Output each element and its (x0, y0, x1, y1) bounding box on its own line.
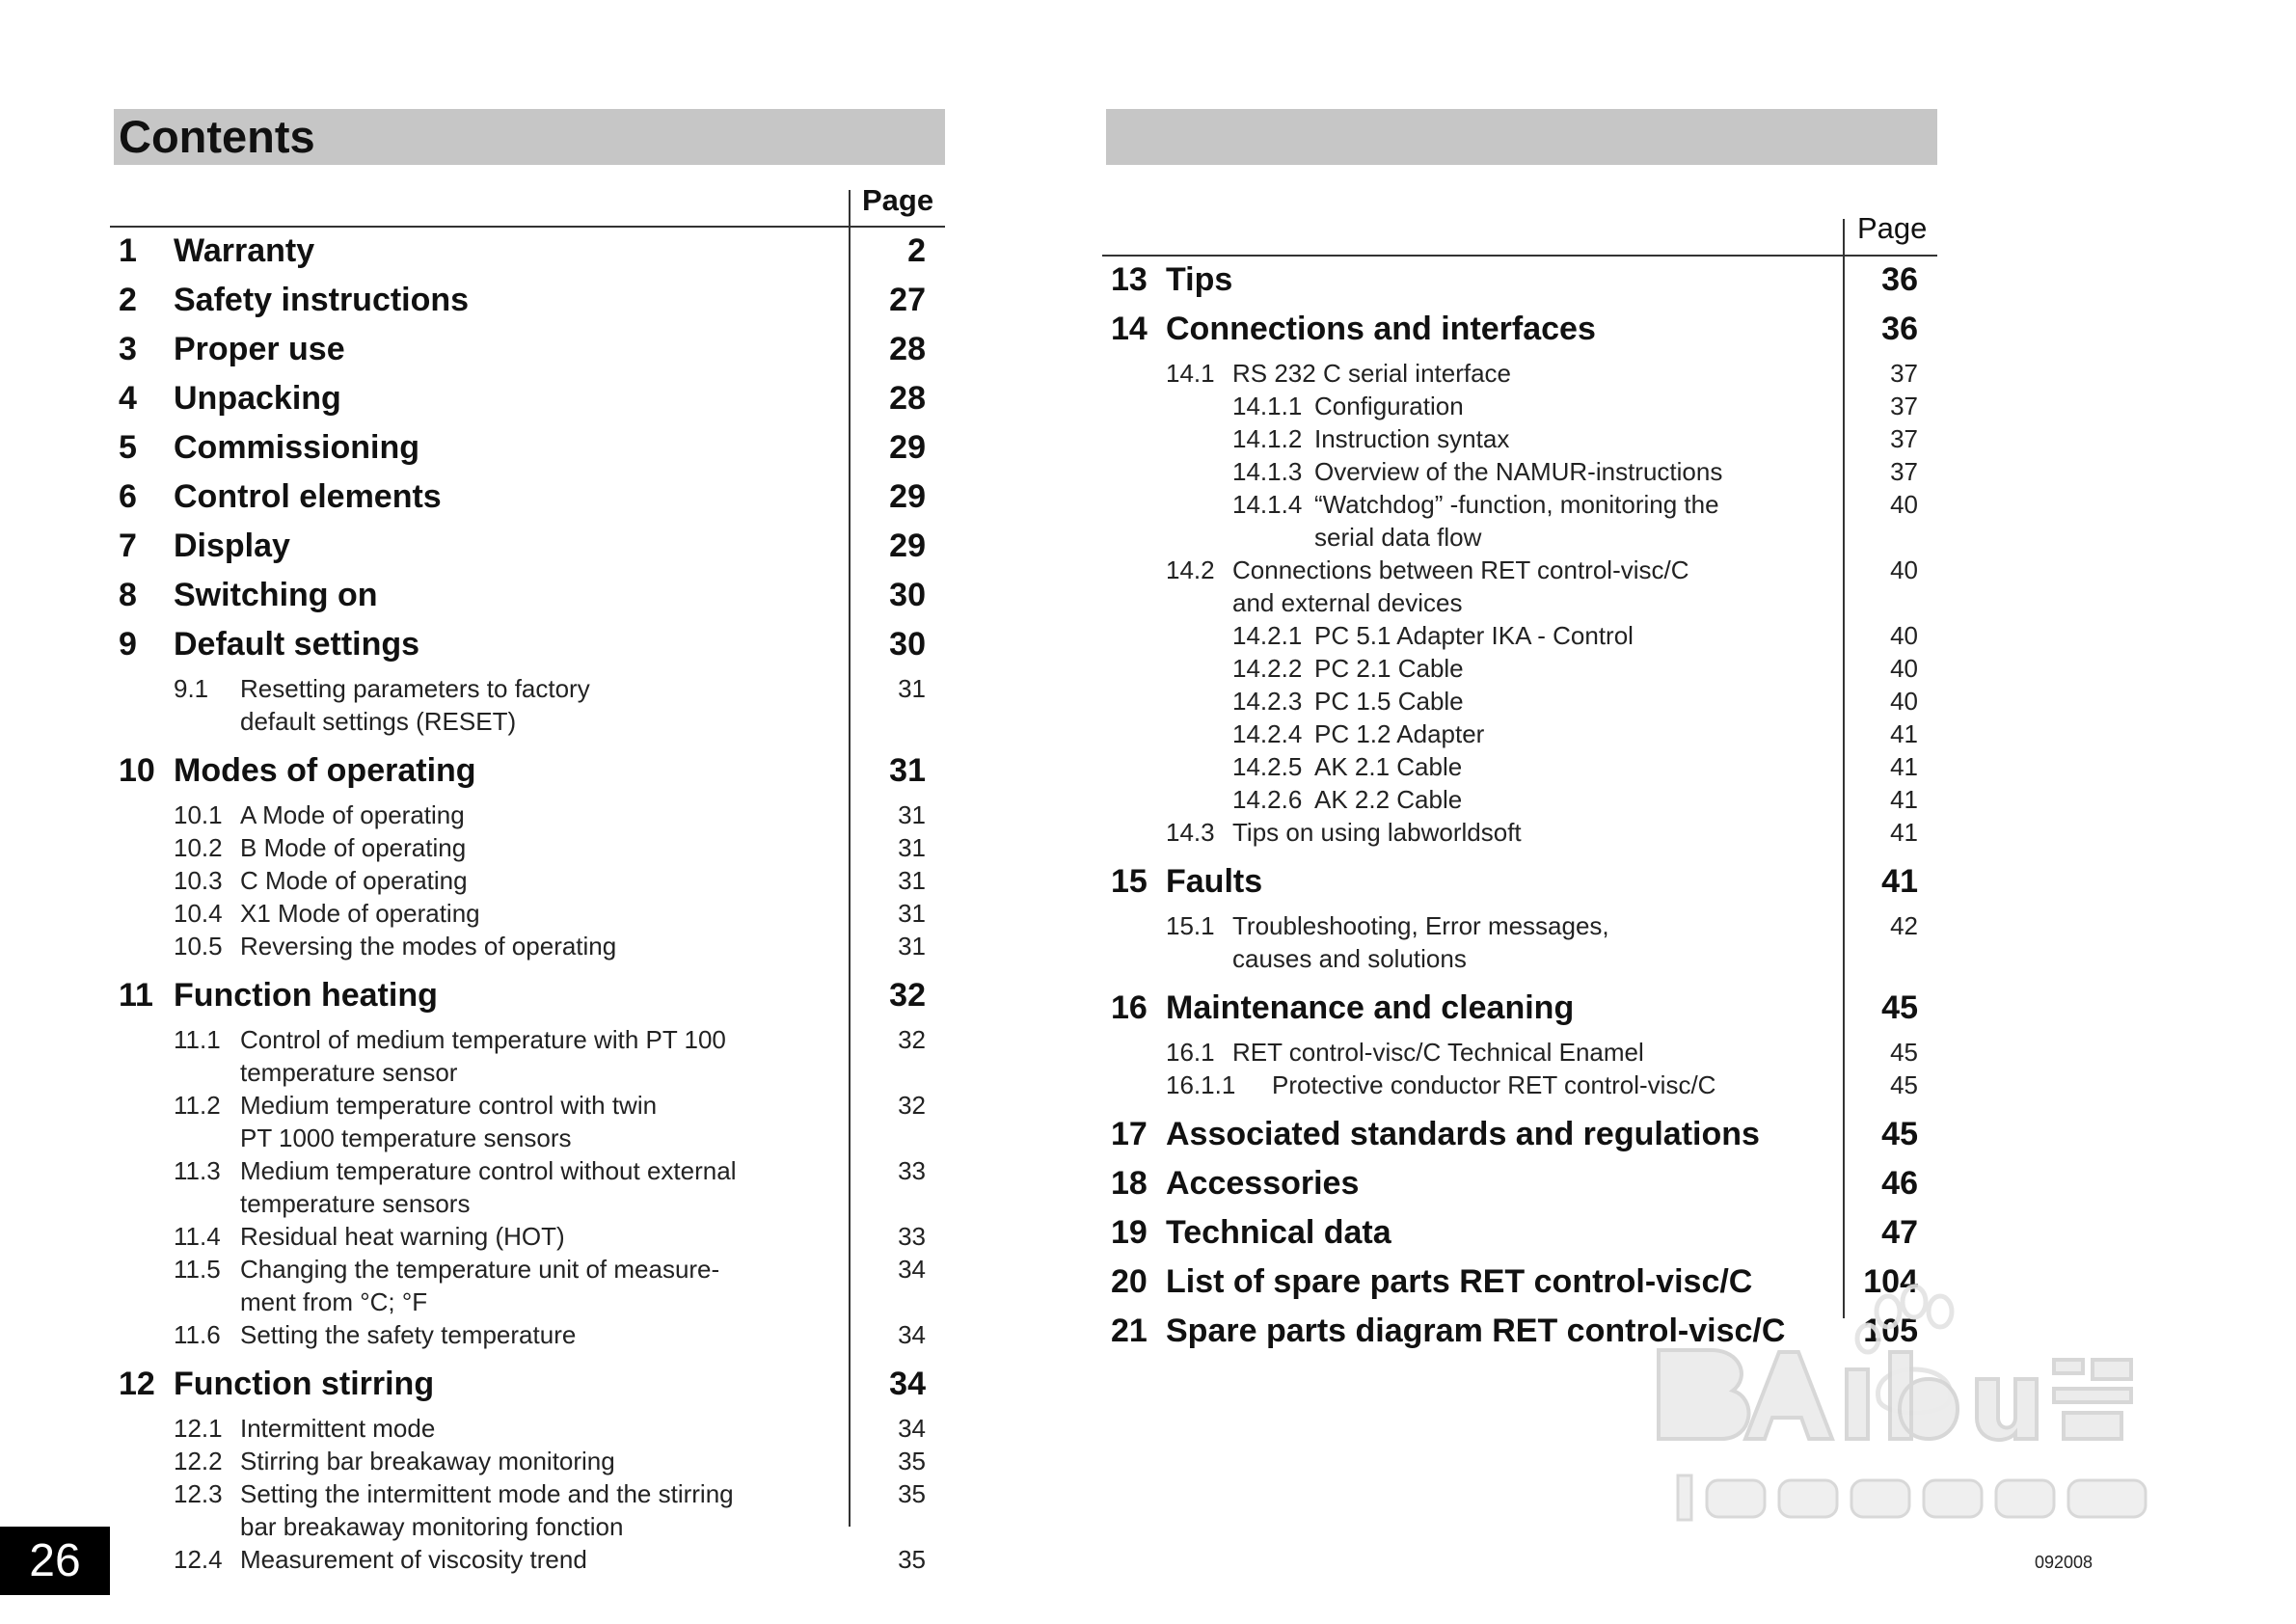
toc-entry-page: 29 (889, 478, 926, 515)
toc-section (114, 1477, 935, 1510)
toc-entry-number: 14 (1111, 311, 1148, 347)
toc-entry-title: Accessories (1166, 1165, 1360, 1202)
document-code: 092008 (2035, 1553, 2093, 1572)
toc-section (114, 897, 935, 930)
toc-entry-continuation (114, 1187, 935, 1220)
toc-entry-page: 41 (1890, 719, 1918, 748)
toc-entry-page: 28 (889, 380, 926, 417)
toc-entry-page: 37 (1890, 457, 1918, 486)
toc-entry-title: PC 2.1 Cable (1314, 654, 1464, 683)
toc-entry-number: 1 (119, 232, 137, 269)
toc-chapter (114, 328, 935, 377)
toc-entry-page: 33 (898, 1222, 926, 1251)
toc-entry-title: Measurement of viscosity trend (240, 1545, 587, 1574)
toc-entry-page: 42 (1890, 911, 1918, 940)
toc-entry-title: PC 5.1 Adapter IKA - Control (1314, 621, 1634, 650)
toc-entry-page: 45 (1881, 989, 1918, 1026)
toc-section (114, 1253, 935, 1286)
toc-entry-title: and external devices (1232, 588, 1463, 617)
page-column-label-left: Page (862, 183, 934, 217)
toc-section (114, 831, 935, 864)
toc-entry-title: Configuration (1314, 392, 1464, 420)
toc-entry-number: 14.2 (1166, 555, 1215, 584)
toc-entry-continuation (114, 1122, 935, 1154)
toc-entry-page: 31 (898, 932, 926, 961)
toc-section (114, 1023, 935, 1056)
toc-entry-page: 31 (898, 833, 926, 862)
toc-entry-page: 30 (889, 626, 926, 663)
toc-entry-number: 10.3 (174, 866, 223, 895)
toc-entry-number: 19 (1111, 1214, 1148, 1251)
toc-entry-page: 37 (1890, 392, 1918, 420)
toc-entry-number: 3 (119, 331, 137, 367)
toc-spacer (1106, 849, 1928, 860)
toc-chapter (114, 623, 935, 672)
toc-entry-title: Switching on (174, 577, 378, 613)
baidu-watermark (1639, 1283, 2179, 1553)
toc-entry-title: Spare parts diagram RET control-visc/C (1166, 1313, 1786, 1349)
toc-entry-title: PC 1.2 Adapter (1314, 719, 1485, 748)
contents-header-bar (114, 109, 945, 165)
toc-entry-title: A Mode of operating (240, 800, 465, 829)
toc-entry-page: 31 (898, 866, 926, 895)
toc-chapter (114, 574, 935, 623)
toc-entry-number: 14.2.6 (1232, 785, 1303, 814)
left-header-rule (110, 226, 945, 228)
toc-entry-page: 33 (898, 1156, 926, 1185)
toc-entry-title: Connections and interfaces (1166, 311, 1596, 347)
toc-entry-number: 14.1.3 (1232, 457, 1303, 486)
toc-entry-title: Modes of operating (174, 752, 476, 789)
toc-entry-number: 18 (1111, 1165, 1148, 1202)
toc-entry-title: Reversing the modes of operating (240, 932, 617, 961)
toc-entry-title: Default settings (174, 626, 420, 663)
toc-entry-title: AK 2.1 Cable (1314, 752, 1463, 781)
toc-entry-title: Setting the intermittent mode and the stirring (240, 1479, 734, 1508)
toc-entry-page: 35 (898, 1447, 926, 1475)
toc-entry-number: 14.2.4 (1232, 719, 1303, 748)
toc-entry-number: 16.1.1 (1166, 1070, 1236, 1099)
toc-entry-continuation (114, 705, 935, 738)
toc-entry-page: 31 (898, 800, 926, 829)
toc-entry-number: 13 (1111, 261, 1148, 298)
toc-entry-title: Stirring bar breakaway monitoring (240, 1447, 615, 1475)
toc-entry-title: Instruction syntax (1314, 424, 1510, 453)
toc-entry-number: 14.1.4 (1232, 490, 1303, 519)
toc-entry-page: 35 (898, 1479, 926, 1508)
toc-section (114, 1154, 935, 1187)
toc-entry-page: 41 (1890, 752, 1918, 781)
toc-entry-number: 10.1 (174, 800, 223, 829)
toc-entry-title: Control elements (174, 478, 442, 515)
toc-entry-number: 17 (1111, 1116, 1148, 1152)
toc-entry-continuation (114, 1056, 935, 1089)
toc-entry-number: 21 (1111, 1313, 1148, 1349)
toc-entry-number: 10 (119, 752, 155, 789)
toc-entry-number: 14.2.1 (1232, 621, 1303, 650)
toc-entry-title: causes and solutions (1232, 944, 1467, 973)
toc-entry-number: 4 (119, 380, 137, 417)
toc-section (1106, 488, 1928, 521)
toc-entry-continuation (114, 1286, 935, 1318)
toc-entry-page: 34 (898, 1414, 926, 1443)
toc-entry-number: 11.5 (174, 1255, 221, 1284)
toc-entry-number: 8 (119, 577, 137, 613)
toc-section (1106, 554, 1928, 586)
toc-chapter (1106, 258, 1928, 308)
toc-entry-page: 34 (898, 1320, 926, 1349)
toc-section (1106, 909, 1928, 942)
toc-entry-title: Proper use (174, 331, 345, 367)
toc-entry-title: Unpacking (174, 380, 341, 417)
toc-entry-number: 10.5 (174, 932, 223, 961)
toc-entry-number: 14.2.3 (1232, 687, 1303, 716)
toc-entry-title: Resetting parameters to factory (240, 674, 590, 703)
toc-entry-number: 11.2 (174, 1091, 221, 1120)
toc-entry-number: 15.1 (1166, 911, 1215, 940)
toc-entry-number: 16.1 (1166, 1038, 1215, 1067)
toc-entry-number: 16 (1111, 989, 1148, 1026)
toc-chapter (1106, 1162, 1928, 1211)
toc-entry-page: 45 (1890, 1038, 1918, 1067)
toc-chapter (114, 475, 935, 525)
toc-chapter (114, 230, 935, 279)
toc-chapter (1106, 1211, 1928, 1260)
toc-entry-page: 40 (1890, 555, 1918, 584)
toc-entry-title: Warranty (174, 232, 315, 269)
toc-section (1106, 390, 1928, 422)
toc-entry-title: Maintenance and cleaning (1166, 989, 1575, 1026)
toc-entry-page: 45 (1881, 1116, 1918, 1152)
toc-entry-page: 29 (889, 528, 926, 564)
toc-entry-title: Function heating (174, 977, 438, 1014)
toc-section (114, 1445, 935, 1477)
toc-section (1106, 816, 1928, 849)
toc-spacer (114, 1351, 935, 1363)
toc-section (1106, 717, 1928, 750)
toc-section (114, 1089, 935, 1122)
toc-entry-page: 37 (1890, 359, 1918, 388)
page-column-label-right: Page (1857, 211, 1928, 245)
toc-entry-number: 12.2 (174, 1447, 223, 1475)
toc-entry-title: Tips (1166, 261, 1233, 298)
toc-entry-number: 14.2.2 (1232, 654, 1303, 683)
toc-entry-title: Setting the safety temperature (240, 1320, 577, 1349)
toc-entry-title: Commissioning (174, 429, 420, 466)
toc-entry-title: RS 232 C serial interface (1232, 359, 1512, 388)
toc-entry-page: 41 (1890, 818, 1918, 847)
toc-entry-page: 34 (889, 1366, 926, 1402)
toc-right-column (1106, 258, 1928, 1359)
toc-spacer (1106, 1101, 1928, 1113)
toc-entry-page: 40 (1890, 687, 1918, 716)
toc-entry-page: 37 (1890, 424, 1918, 453)
toc-left-column (114, 230, 935, 1576)
contents-title: Contents (119, 111, 315, 162)
toc-entry-page: 32 (898, 1025, 926, 1054)
toc-entry-title: Connections between RET control-visc/C (1232, 555, 1689, 584)
toc-entry-page: 35 (898, 1545, 926, 1574)
toc-entry-page: 46 (1881, 1165, 1918, 1202)
toc-entry-title: Troubleshooting, Error messages, (1232, 911, 1609, 940)
toc-spacer (114, 962, 935, 974)
toc-section (1106, 1069, 1928, 1101)
toc-entry-title: C Mode of operating (240, 866, 468, 895)
toc-entry-page: 29 (889, 429, 926, 466)
toc-entry-number: 7 (119, 528, 137, 564)
toc-section (114, 798, 935, 831)
toc-section (1106, 455, 1928, 488)
toc-spacer (114, 738, 935, 749)
toc-entry-number: 11.3 (174, 1156, 221, 1185)
toc-entry-page: 31 (898, 899, 926, 928)
toc-entry-number: 10.2 (174, 833, 223, 862)
toc-entry-title: Residual heat warning (HOT) (240, 1222, 565, 1251)
toc-entry-title: X1 Mode of operating (240, 899, 480, 928)
toc-entry-title: Faults (1166, 863, 1263, 900)
toc-chapter (114, 1363, 935, 1412)
toc-chapter (1106, 987, 1928, 1036)
toc-entry-number: 9.1 (174, 674, 209, 703)
toc-entry-number: 10.4 (174, 899, 223, 928)
toc-entry-number: 12.1 (174, 1414, 223, 1443)
toc-section (1106, 783, 1928, 816)
toc-entry-page: 34 (898, 1255, 926, 1284)
toc-entry-number: 11.1 (174, 1025, 221, 1054)
toc-entry-page: 31 (898, 674, 926, 703)
toc-entry-number: 11.6 (174, 1320, 221, 1349)
toc-entry-number: 15 (1111, 863, 1148, 900)
toc-entry-page: 41 (1881, 863, 1918, 900)
toc-entry-title: ment from °C; °F (240, 1287, 428, 1316)
toc-entry-title: Control of medium temperature with PT 100 (240, 1025, 726, 1054)
toc-entry-title: Changing the temperature unit of measure- (240, 1255, 720, 1284)
toc-entry-title: default settings (RESET) (240, 707, 517, 736)
toc-entry-number: 12.3 (174, 1479, 223, 1508)
toc-section (1106, 1036, 1928, 1069)
toc-section (114, 1412, 935, 1445)
toc-entry-title: Medium temperature control with twin (240, 1091, 658, 1120)
toc-entry-title: RET control-visc/C Technical Enamel (1232, 1038, 1644, 1067)
toc-entry-continuation (114, 1510, 935, 1543)
toc-entry-title: List of spare parts RET control-visc/C (1166, 1263, 1753, 1300)
toc-chapter (1106, 860, 1928, 909)
toc-entry-page: 47 (1881, 1214, 1918, 1251)
toc-section (114, 930, 935, 962)
toc-entry-title: Overview of the NAMUR-instructions (1314, 457, 1723, 486)
toc-entry-page: 30 (889, 577, 926, 613)
toc-chapter (114, 426, 935, 475)
toc-entry-page: 40 (1890, 621, 1918, 650)
toc-entry-page: 32 (889, 977, 926, 1014)
toc-entry-title: bar breakaway monitoring fonction (240, 1512, 624, 1541)
toc-entry-number: 11.4 (174, 1222, 221, 1251)
page-number: 26 (29, 1535, 81, 1586)
toc-entry-page: 105 (1863, 1313, 1918, 1349)
toc-section (114, 1543, 935, 1576)
toc-spacer (1106, 975, 1928, 987)
toc-entry-number: 11 (119, 977, 153, 1014)
toc-entry-title: AK 2.2 Cable (1314, 785, 1463, 814)
toc-entry-number: 2 (119, 282, 137, 318)
toc-entry-page: 36 (1881, 311, 1918, 347)
toc-section (1106, 619, 1928, 652)
toc-entry-title: Function stirring (174, 1366, 435, 1402)
toc-chapter (1106, 308, 1928, 357)
toc-entry-continuation (1106, 942, 1928, 975)
toc-entry-number: 14.1 (1166, 359, 1215, 388)
toc-entry-title: Technical data (1166, 1214, 1391, 1251)
toc-entry-title: B Mode of operating (240, 833, 467, 862)
toc-chapter (114, 279, 935, 328)
toc-entry-title: temperature sensors (240, 1189, 471, 1218)
toc-entry-title: “Watchdog” -function, monitoring the (1314, 490, 1719, 519)
toc-entry-number: 12 (119, 1366, 155, 1402)
toc-entry-title: Associated standards and regulations (1166, 1116, 1760, 1152)
toc-entry-title: Tips on using labworldsoft (1232, 818, 1522, 847)
toc-entry-page: 36 (1881, 261, 1918, 298)
toc-entry-page: 31 (889, 752, 926, 789)
toc-entry-number: 14.2.5 (1232, 752, 1303, 781)
toc-entry-title: PT 1000 temperature sensors (240, 1123, 572, 1152)
toc-chapter (114, 377, 935, 426)
toc-entry-title: Display (174, 528, 290, 564)
toc-section (114, 1220, 935, 1253)
toc-entry-continuation (1106, 521, 1928, 554)
toc-section (114, 864, 935, 897)
toc-entry-continuation (1106, 586, 1928, 619)
toc-entry-title: Intermittent mode (240, 1414, 436, 1443)
toc-section (1106, 685, 1928, 717)
toc-section (114, 1318, 935, 1351)
toc-entry-page: 28 (889, 331, 926, 367)
toc-entry-number: 14.1.1 (1232, 392, 1303, 420)
toc-entry-number: 9 (119, 626, 137, 663)
toc-section (114, 672, 935, 705)
toc-entry-page: 2 (907, 232, 926, 269)
toc-chapter (114, 525, 935, 574)
page-number-badge (0, 1527, 110, 1595)
toc-section (1106, 357, 1928, 390)
right-header-rule (1102, 255, 1937, 257)
toc-entry-number: 5 (119, 429, 137, 466)
toc-entry-page: 40 (1890, 654, 1918, 683)
toc-entry-title: PC 1.5 Cable (1314, 687, 1464, 716)
toc-entry-page: 40 (1890, 490, 1918, 519)
toc-entry-title: serial data flow (1314, 523, 1482, 552)
toc-entry-page: 32 (898, 1091, 926, 1120)
toc-entry-title: Safety instructions (174, 282, 470, 318)
right-header-bar (1106, 109, 1937, 165)
toc-section (1106, 422, 1928, 455)
toc-entry-page: 27 (889, 282, 926, 318)
toc-section (1106, 750, 1928, 783)
toc-entry-title: Medium temperature control without external (240, 1156, 737, 1185)
toc-entry-title: temperature sensor (240, 1058, 458, 1087)
toc-entry-page: 41 (1890, 785, 1918, 814)
toc-entry-number: 12.4 (174, 1545, 223, 1574)
toc-entry-page: 45 (1890, 1070, 1918, 1099)
toc-entry-number: 14.1.2 (1232, 424, 1303, 453)
toc-entry-page: 104 (1863, 1263, 1918, 1300)
toc-entry-number: 14.3 (1166, 818, 1215, 847)
toc-section (1106, 652, 1928, 685)
toc-entry-number: 6 (119, 478, 137, 515)
toc-entry-title: Protective conductor RET control-visc/C (1272, 1070, 1716, 1099)
toc-entry-number: 20 (1111, 1263, 1148, 1300)
toc-chapter (114, 974, 935, 1023)
toc-chapter (1106, 1113, 1928, 1162)
toc-chapter (114, 749, 935, 798)
